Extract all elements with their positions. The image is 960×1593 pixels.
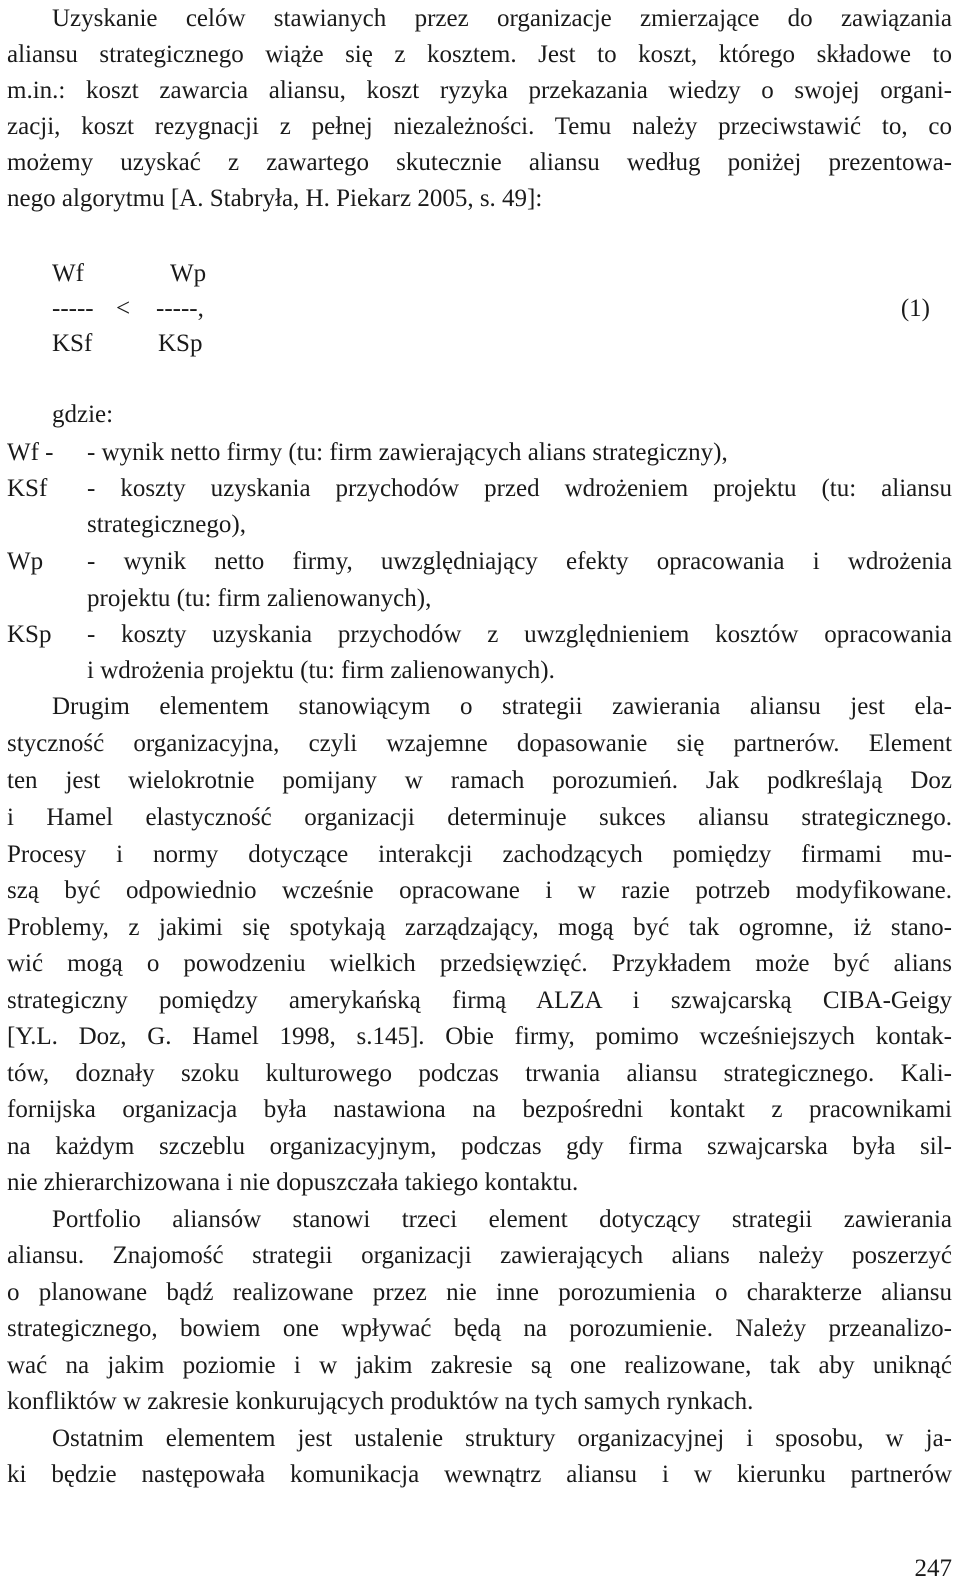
text-line: Problemy, z jakimi się spotykają zarządzający, mogą być tak ogromne, iż stano- bbox=[7, 914, 952, 941]
text-line: wić mogą o powodzeniu wielkich przedsięwzięć. Przykładem może być alians bbox=[7, 950, 952, 977]
text-line: aliansu. Znajomość strategii organizacji zawierających alians należy poszerzyć bbox=[7, 1242, 952, 1269]
formula-fraction-bar-left: ----- bbox=[52, 295, 94, 322]
text-line: nie zhierarchizowana i nie dopuszczała takiego kontaktu. bbox=[7, 1169, 579, 1196]
where-label: gdzie: bbox=[52, 401, 114, 428]
text-line: aliansu strategicznego wiąże się z kosztem. Jest to koszt, którego składowe to bbox=[7, 41, 952, 68]
definition-term: KSp bbox=[7, 621, 52, 648]
text-line: Drugim elementem stanowiącym o strategii zawierania aliansu jest ela- bbox=[52, 693, 952, 720]
text-line: m.in.: koszt zawarcia aliansu, koszt ryzyka przekazania wiedzy o swojej organi- bbox=[7, 77, 952, 104]
text-line: Procesy i normy dotyczące interakcji zachodzących pomiędzy firmami mu- bbox=[7, 841, 952, 868]
definition-term: KSf bbox=[7, 475, 48, 502]
text-line: ten jest wielokrotnie pomijany w ramach porozumień. Jak podkreślają Doz bbox=[7, 767, 952, 794]
text-line: i Hamel elastyczność organizacji determinuje sukces aliansu strategicznego. bbox=[7, 804, 952, 831]
text-line: Uzyskanie celów stawianych przez organizacje zmierzające do zawiązania bbox=[52, 5, 952, 32]
text-line: nego algorytmu [A. Stabryła, H. Piekarz 2005, s. 49]: bbox=[7, 185, 543, 212]
definition-text: - wynik netto firmy (tu: firm zawierających alians strategiczny), bbox=[87, 439, 728, 466]
text-line: strategicznego, bowiem one wpływać będą na porozumienie. Należy przeanalizo- bbox=[7, 1315, 952, 1342]
text-line: [Y.L. Doz, G. Hamel 1998, s.145]. Obie firmy, pomimo wcześniejszych kontak- bbox=[7, 1023, 952, 1050]
page-number: 247 bbox=[914, 1555, 952, 1582]
text-line: o planowane bądź realizowane przez nie inne porozumienia o charakterze aliansu bbox=[7, 1279, 952, 1306]
text-line: możemy uzyskać z zawartego skutecznie aliansu według poniżej prezentowa- bbox=[7, 149, 952, 176]
definition-text: - koszty uzyskania przychodów z uwzględnieniem kosztów opracowania bbox=[87, 621, 952, 648]
text-line: strategiczny pomiędzy amerykańską firmą ALZA i szwajcarską CIBA-Geigy bbox=[7, 987, 952, 1014]
formula-numerator-left: Wf bbox=[52, 260, 84, 287]
formula-numerator-right: Wp bbox=[170, 260, 207, 287]
text-line: zacji, koszt rezygnacji z pełnej niezależności. Temu należy przeciwstawić to, co bbox=[7, 113, 952, 140]
text-line: Portfolio aliansów stanowi trzeci element dotyczący strategii zawierania bbox=[52, 1206, 952, 1233]
text-line: styczność organizacyjna, czyli wzajemne dopasowanie się partnerów. Element bbox=[7, 730, 952, 757]
formula-denominator-left: KSf bbox=[52, 330, 93, 357]
definition-text: - koszty uzyskania przychodów przed wdrożeniem projektu (tu: aliansu bbox=[87, 475, 952, 502]
definition-text: strategicznego), bbox=[87, 511, 246, 538]
text-line: tów, doznały szoku kulturowego podczas trwania aliansu strategicznego. Kali- bbox=[7, 1060, 952, 1087]
definition-text: - wynik netto firmy, uwzględniający efekty opracowania i wdrożenia bbox=[87, 548, 952, 575]
formula-denominator-right: KSp bbox=[158, 330, 203, 357]
formula-number: (1) bbox=[900, 295, 930, 322]
formula-operator: < bbox=[116, 295, 131, 322]
text-line: ki będzie następowała komunikacja wewnątrz aliansu i w kierunku partnerów bbox=[7, 1461, 952, 1488]
definition-term: Wp bbox=[7, 548, 44, 575]
text-line: konfliktów w zakresie konkurujących produktów na tych samych rynkach. bbox=[7, 1388, 754, 1415]
text-line: Ostatnim elementem jest ustalenie struktury organizacyjnej i sposobu, w ja- bbox=[52, 1425, 952, 1452]
text-line: szą być odpowiednio wcześnie opracowane i w razie potrzeb modyfikowane. bbox=[7, 877, 952, 904]
formula-fraction-bar-right: -----, bbox=[156, 295, 204, 322]
definition-text: projektu (tu: firm zalienowanych), bbox=[87, 585, 432, 612]
definition-term: Wf - bbox=[7, 439, 54, 466]
text-line: wać na jakim poziomie i w jakim zakresie są one realizowane, tak aby uniknąć bbox=[7, 1352, 952, 1379]
text-line: na każdym szczeblu organizacyjnym, podczas gdy firma szwajcarska była sil- bbox=[7, 1133, 952, 1160]
text-line: fornijska organizacja była nastawiona na bezpośredni kontakt z pracownikami bbox=[7, 1096, 952, 1123]
definition-text: i wdrożenia projektu (tu: firm zalienowanych). bbox=[87, 657, 555, 684]
